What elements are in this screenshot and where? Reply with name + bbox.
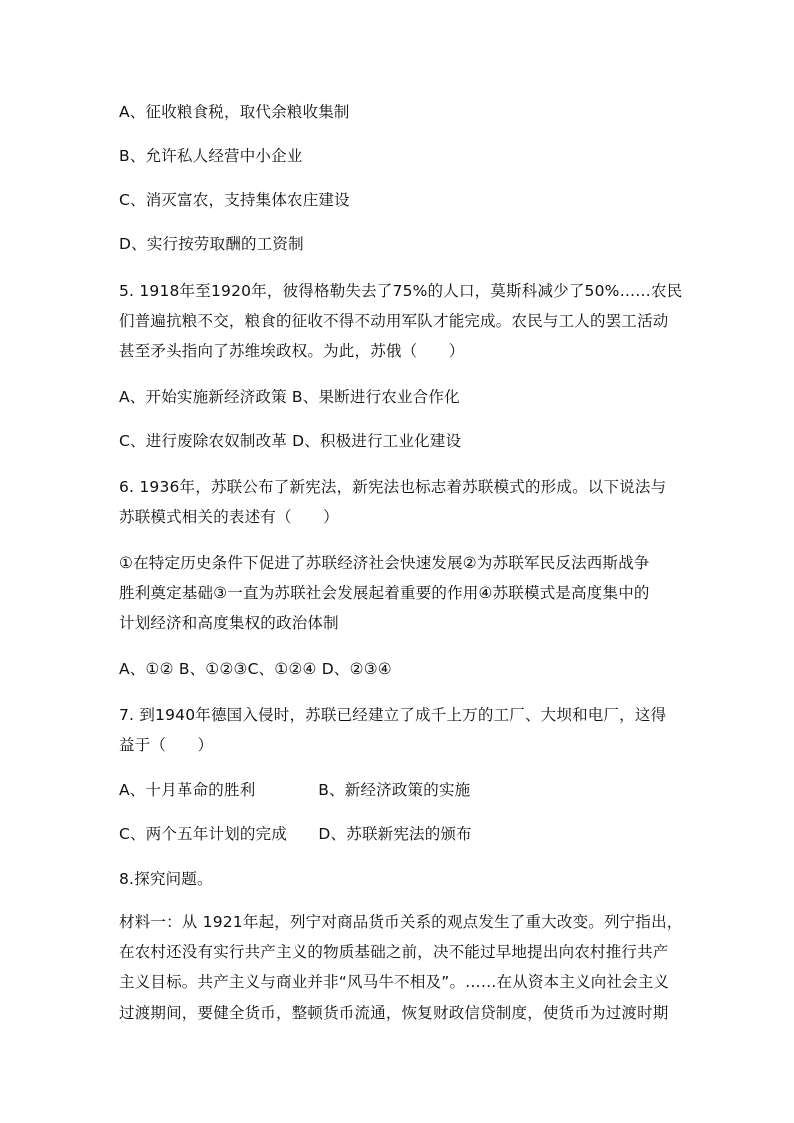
q5-stem-line-2: 们普遍抗粮不交，粮食的征收不得不动用军队才能完成。农民与工人的罢工活动 [119, 312, 669, 330]
q4-option-a: A、征收粮食税，取代余粮收集制 [119, 103, 350, 121]
q4-option-b: B、允许私人经营中小企业 [119, 147, 303, 165]
q6-statement-line-3: 计划经济和高度集权的政治体制 [119, 614, 339, 632]
q5-options-ab: A、开始实施新经济政策 B、果断进行农业合作化 [119, 388, 460, 406]
q6-stem-line-1: 6. 1936年，苏联公布了新宪法，新宪法也标志着苏联模式的形成。以下说法与 [119, 478, 667, 496]
q8-material-line-2: 在农村还没有实行共产主义的物质基础之前，决不能过早地提出向农村推行共产 [119, 943, 669, 961]
q5-stem-line-1: 5. 1918年至1920年，彼得格勒失去了75%的人口，莫斯科减少了50%……农民 [119, 282, 683, 300]
q6-statement-line-2: 胜利奠定基础③一直为苏联社会发展起着重要的作用④苏联模式是高度集中的 [119, 584, 650, 602]
q4-option-d: D、实行按劳取酬的工资制 [119, 235, 304, 253]
q7-stem-line-2: 益于（ ） [119, 736, 214, 754]
q8-material-line-4: 过渡期间，要健全货币，整顿货币流通，恢复财政信贷制度，使货币为过渡时期 [119, 1004, 669, 1022]
q5-options-cd: C、进行废除农奴制改革 D、积极进行工业化建设 [119, 432, 462, 450]
q7-options-cd: C、两个五年计划的完成 D、苏联新宪法的颁布 [119, 825, 472, 843]
q6-options: A、①② B、①②③C、①②④ D、②③④ [119, 660, 392, 678]
q5-stem-line-3: 甚至矛头指向了苏维埃政权。为此，苏俄（ ） [119, 342, 465, 360]
q8-material-line-1: 材料一：从 1921年起，列宁对商品货币关系的观点发生了重大改变。列宁指出， [119, 913, 683, 931]
q8-material-line-3: 主义目标。共产主义与商业并非“风马牛不相及”。……在从资本主义向社会主义 [119, 973, 670, 991]
q7-stem-line-1: 7. 到1940年德国入侵时，苏联已经建立了成千上万的工厂、大坝和电厂，这得 [119, 706, 667, 724]
q7-options-ab: A、十月革命的胜利 B、新经济政策的实施 [119, 781, 471, 799]
q8-title: 8.探究问题。 [119, 870, 213, 888]
q6-stem-line-2: 苏联模式相关的表述有（ ） [119, 508, 339, 526]
q4-option-c: C、消灭富农，支持集体农庄建设 [119, 191, 350, 209]
q6-statement-line-1: ①在特定历史条件下促进了苏联经济社会快速发展②为苏联军民反法西斯战争 [119, 554, 650, 572]
